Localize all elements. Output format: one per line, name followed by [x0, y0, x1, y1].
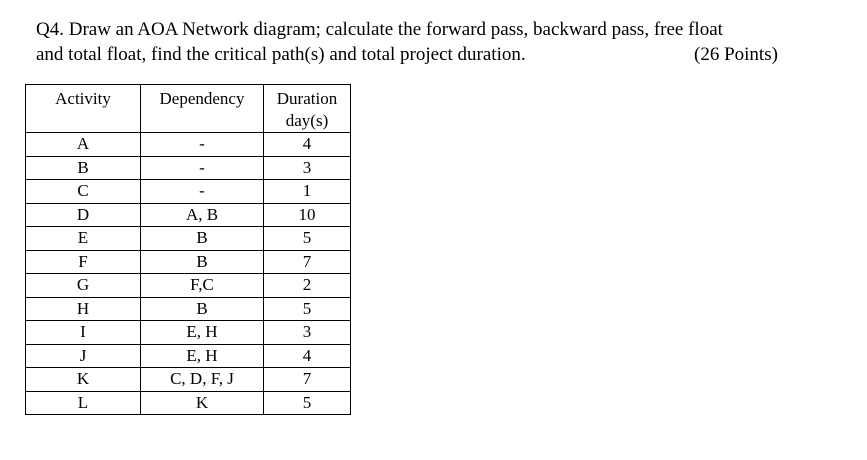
- cell-dependency: -: [141, 156, 264, 180]
- cell-dependency: K: [141, 391, 264, 415]
- cell-dependency: -: [141, 133, 264, 157]
- cell-activity: K: [26, 368, 141, 392]
- header-duration: [264, 85, 351, 133]
- cell-duration: 5: [264, 297, 351, 321]
- header-dependency: Dependency: [141, 85, 264, 133]
- cell-dependency: B: [141, 250, 264, 274]
- cell-activity: L: [26, 391, 141, 415]
- header-duration-line-2: day(s): [285, 111, 329, 130]
- cell-duration: 7: [264, 368, 351, 392]
- table-row: [26, 250, 351, 274]
- table-row: [26, 133, 351, 157]
- cell-activity: C: [26, 180, 141, 204]
- table-row: [26, 227, 351, 251]
- table-row: [26, 180, 351, 204]
- question-text: [36, 17, 796, 67]
- cell-activity: H: [26, 297, 141, 321]
- cell-activity: A: [26, 133, 141, 157]
- question-line-2: [36, 42, 796, 67]
- table-row: [26, 344, 351, 368]
- header-duration-line-1: Duration: [276, 89, 338, 108]
- cell-activity: I: [26, 321, 141, 345]
- question-line-1: Q4. Draw an AOA Network diagram; calculate the forward pass, backward pass, free float: [36, 19, 723, 40]
- cell-dependency: C, D, F, J: [141, 368, 264, 392]
- cell-activity: J: [26, 344, 141, 368]
- question-line-2-text: and total float, find the critical path(s) and total project duration.: [36, 44, 526, 65]
- cell-activity: E: [26, 227, 141, 251]
- table-row: [26, 297, 351, 321]
- cell-dependency: E, H: [141, 321, 264, 345]
- cell-duration: 4: [264, 133, 351, 157]
- cell-duration: 4: [264, 344, 351, 368]
- table-row: [26, 368, 351, 392]
- cell-duration: 5: [264, 391, 351, 415]
- cell-dependency: B: [141, 227, 264, 251]
- table-row: [26, 156, 351, 180]
- cell-dependency: -: [141, 180, 264, 204]
- cell-activity: F: [26, 250, 141, 274]
- cell-dependency: F,C: [141, 274, 264, 298]
- cell-dependency: E, H: [141, 344, 264, 368]
- cell-duration: 3: [264, 156, 351, 180]
- cell-dependency: B: [141, 297, 264, 321]
- cell-duration: 3: [264, 321, 351, 345]
- cell-duration: 10: [264, 203, 351, 227]
- cell-activity: D: [26, 203, 141, 227]
- table-row: [26, 321, 351, 345]
- cell-dependency: A, B: [141, 203, 264, 227]
- cell-duration: 5: [264, 227, 351, 251]
- cell-duration: 1: [264, 180, 351, 204]
- table-header-row: [26, 85, 351, 133]
- cell-activity: B: [26, 156, 141, 180]
- cell-duration: 7: [264, 250, 351, 274]
- cell-activity: G: [26, 274, 141, 298]
- header-activity: Activity: [26, 85, 141, 133]
- table-row: [26, 274, 351, 298]
- table-row: [26, 203, 351, 227]
- table-body: [26, 133, 351, 415]
- question-points: (26 Points): [694, 44, 778, 65]
- table-row: [26, 391, 351, 415]
- activity-table: [25, 84, 351, 415]
- cell-duration: 2: [264, 274, 351, 298]
